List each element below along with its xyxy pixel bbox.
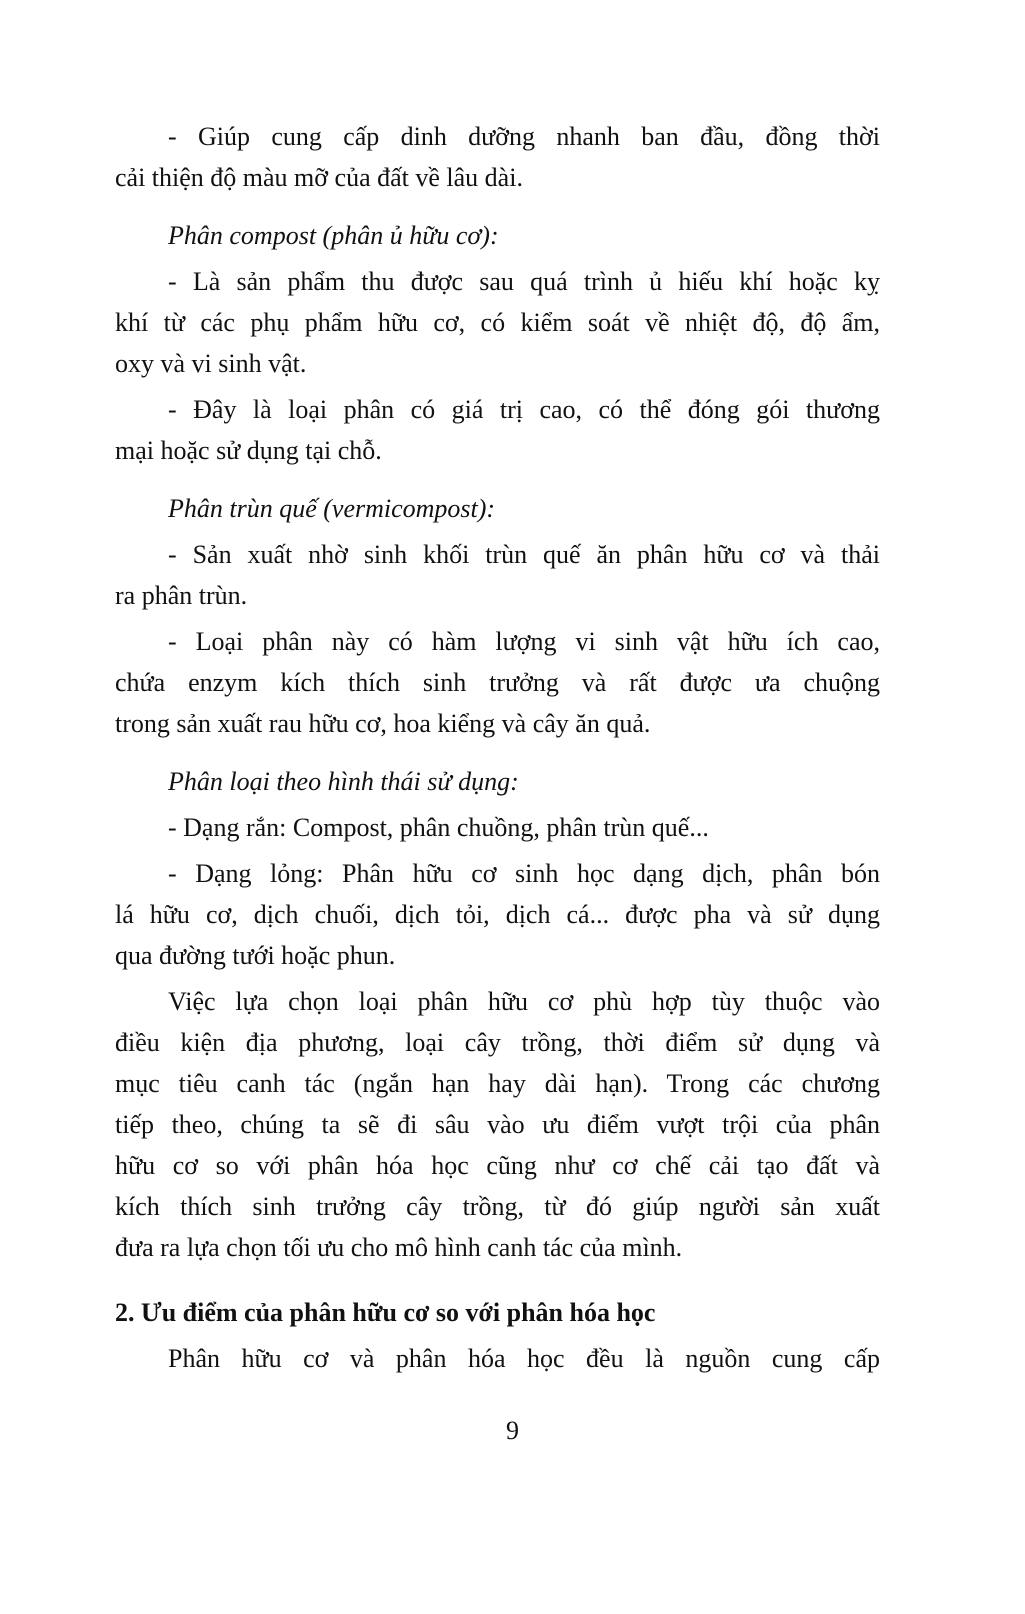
text-line: - Sản xuất nhờ sinh khối trùn quế ăn phân hữu cơ và thải [168,540,880,569]
text-line: - Là sản phẩm thu được sau quá trình ủ hiếu khí hoặc kỵ [168,267,880,296]
paragraph [115,853,880,976]
text-line: - Loại phân này có hàm lượng vi sinh vật hữu ích cao, [168,627,880,656]
text-line: - Giúp cung cấp dinh dưỡng nhanh ban đầu, đồng thời [168,122,880,151]
text-line: ra phân trùn. [115,581,248,610]
text-line: cải thiện độ màu mỡ của đất về lâu dài. [115,163,523,192]
text-line: tiếp theo, chúng ta sẽ đi sâu vào ưu điểm vượt trội của phân [115,1110,880,1139]
text-line: Phân trùn quế (vermicompost): [168,494,496,523]
paragraph [115,807,880,848]
text-line: qua đường tưới hoặc phun. [115,941,396,970]
text-line: Việc lựa chọn loại phân hữu cơ phù hợp tùy thuộc vào [168,987,880,1016]
text-line: đưa ra lựa chọn tối ưu cho mô hình canh tác của mình. [115,1233,683,1262]
page-number: 9 [506,1416,519,1445]
text-line: lá hữu cơ, dịch chuối, dịch tỏi, dịch cá... được pha và sử dụng [115,900,880,929]
text-line: hữu cơ so với phân hóa học cũng như cơ chế cải tạo đất và [115,1151,880,1180]
text-line: kích thích sinh trưởng cây trồng, từ đó giúp người sản xuất [115,1192,880,1221]
paragraph [115,621,880,744]
paragraph [115,261,880,384]
text-line: mại hoặc sử dụng tại chỗ. [115,436,382,465]
subheading [115,761,880,802]
text-line: Phân hữu cơ và phân hóa học đều là nguồn cung cấp [168,1344,880,1373]
text-line: Phân compost (phân ủ hữu cơ): [168,221,499,250]
paragraph [115,1338,880,1379]
paragraph [115,116,880,198]
text-line: 2. Ưu điểm của phân hữu cơ so với phân hóa học [115,1298,656,1327]
subheading [115,488,880,529]
paragraph [115,981,880,1268]
text-line: - Dạng lỏng: Phân hữu cơ sinh học dạng dịch, phân bón [168,859,880,888]
text-line: khí từ các phụ phẩm hữu cơ, có kiểm soát về nhiệt độ, độ ẩm, [115,308,880,337]
text-line: Phân loại theo hình thái sử dụng: [168,767,519,796]
text-line: oxy và vi sinh vật. [115,349,307,378]
text-line: - Đây là loại phân có giá trị cao, có thể đóng gói thương [168,395,880,424]
subheading [115,215,880,256]
text-line: điều kiện địa phương, loại cây trồng, thời điểm sử dụng và [115,1028,880,1057]
text-line: mục tiêu canh tác (ngắn hạn hay dài hạn). Trong các chương [115,1069,880,1098]
section-heading [115,1292,880,1333]
text-line: chứa enzym kích thích sinh trưởng và rất được ưa chuộng [115,668,880,697]
text-line: - Dạng rắn: Compost, phân chuồng, phân trùn quế... [168,813,709,842]
paragraph [115,534,880,616]
text-line: trong sản xuất rau hữu cơ, hoa kiểng và cây ăn quả. [115,709,651,738]
page-body [115,116,880,1379]
paragraph [115,389,880,471]
